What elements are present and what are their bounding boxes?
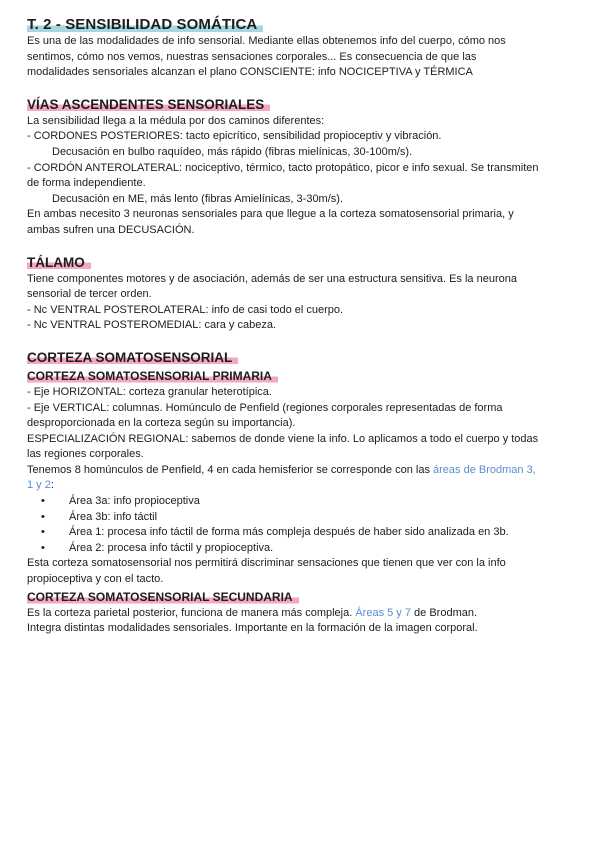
- text-line: Decusación en ME, más lento (fibras Amielínicas, 3-30m/s).: [52, 192, 344, 205]
- section-heading-corteza: CORTEZA SOMATOSENSORIAL: [27, 349, 238, 366]
- secundaria-text-end: de Brodman.: [410, 606, 478, 619]
- text-line: ambas sufren una DECUSACIÓN.: [27, 223, 195, 236]
- list-item: [27, 510, 573, 526]
- text-line: propioceptiva y con el tacto.: [27, 573, 164, 586]
- text-line: ESPECIALIZACIÓN REGIONAL: sabemos de donde viene la info. Lo aplicamos a todo el cuerpo y todas: [27, 432, 539, 445]
- bullet-icon: •: [41, 495, 45, 508]
- text-line: modalidades sensoriales alcanzan el plano CONSCIENTE: info NOCICEPTIVA y TÉRMICA: [27, 66, 473, 79]
- list-item-text: Área 3b: info táctil: [69, 510, 158, 523]
- page-title: T. 2 - SENSIBILIDAD SOMÁTICA: [27, 16, 263, 34]
- text-line: Esta corteza somatosensorial nos permitirá discriminar sensaciones que tienen que ver con la info: [27, 557, 506, 570]
- brodman-areas-link-cont[interactable]: 1 y 2: [27, 479, 51, 492]
- text-line: - CORDONES POSTERIORES: tacto epicrítico, sensibilidad propioceptiv y vibración.: [27, 130, 442, 143]
- text-line: Integra distintas modalidades sensoriales. Importante en la formación de la imagen corporal.: [27, 622, 478, 635]
- intro-paragraph: [27, 34, 573, 81]
- list-item-text: Área 1: procesa info táctil de forma más compleja después de haber sido analizada en 3b.: [69, 526, 509, 539]
- talamo-paragraph: [27, 272, 573, 334]
- brodman-area-list: [27, 494, 573, 556]
- text-line: sentimos, cómo nos vemos, nuestras sensaciones corporales... Es consecuencia de que las: [27, 50, 477, 63]
- bullet-icon: •: [41, 510, 45, 523]
- areas-5-7-link[interactable]: Áreas 5 y 7: [355, 606, 411, 619]
- text-line: las regiones corporales.: [27, 448, 144, 461]
- penfield-line-cont: [27, 478, 573, 494]
- text-line: - Eje VERTICAL: columnas. Homúnculo de Penfield (regiones corporales representadas de forma: [27, 401, 503, 414]
- subheading-secundaria: CORTEZA SOMATOSENSORIAL SECUNDARIA: [27, 590, 299, 605]
- text-line: - CORDÓN ANTEROLATERAL: nociceptivo, térmico, tacto protopático, picor e info sexual. Se transmiten: [27, 161, 539, 174]
- primaria-paragraph: [27, 385, 573, 494]
- list-item-text: Área 2: procesa info táctil y propioceptiva.: [69, 541, 274, 554]
- text-line: - Eje HORIZONTAL: corteza granular heterotípica.: [27, 385, 272, 398]
- text-line: desproporcionada en la corteza según su importancia).: [27, 417, 296, 430]
- text-line: Tiene componentes motores y de asociación, además de ser una estructura sensitiva. Es la neurona: [27, 272, 517, 285]
- section-heading-talamo: TÁLAMO: [27, 254, 91, 271]
- list-item: [27, 525, 573, 541]
- secundaria-paragraph: [27, 606, 573, 637]
- penfield-text: Tenemos 8 homúnculos de Penfield, 4 en cada hemisferior se corresponde con las: [27, 463, 434, 476]
- text-line: [27, 606, 573, 622]
- bullet-icon: •: [41, 526, 45, 539]
- text-line: En ambas necesito 3 neuronas sensoriales para que llegue a la corteza somatosensorial primaria, y: [27, 208, 514, 221]
- text-line: Decusación en bulbo raquídeo, más rápido (fibras mielínicas, 30-100m/s).: [52, 145, 413, 158]
- subheading-primaria: CORTEZA SOMATOSENSORIAL PRIMARIA: [27, 369, 278, 384]
- text-line: de forma independiente.: [27, 177, 146, 190]
- text-line: sensorial de tercer orden.: [27, 288, 152, 301]
- list-item: [27, 541, 573, 557]
- list-item-text: Área 3a: info propioceptiva: [69, 495, 200, 508]
- text-line: - Nc VENTRAL POSTEROLATERAL: info de casi todo el cuerpo.: [27, 303, 344, 316]
- secundaria-text: Es la corteza parietal posterior, funciona de manera más compleja.: [27, 606, 356, 619]
- text-line: Es una de las modalidades de info sensorial. Mediante ellas obtenemos info del cuerpo, cómo nos: [27, 35, 506, 47]
- list-item: [27, 494, 573, 510]
- bullet-icon: •: [41, 541, 45, 554]
- text-line: La sensibilidad llega a la médula por dos caminos diferentes:: [27, 114, 325, 127]
- section-heading-vias: VÍAS ASCENDENTES SENSORIALES: [27, 96, 270, 113]
- primaria-closing: [27, 556, 573, 587]
- brodman-areas-link[interactable]: áreas de Brodman 3,: [433, 463, 536, 476]
- penfield-line: [27, 463, 573, 479]
- text-line: - Nc VENTRAL POSTEROMEDIAL: cara y cabeza.: [27, 319, 276, 332]
- vias-paragraph: [27, 114, 573, 239]
- penfield-colon: :: [50, 479, 54, 492]
